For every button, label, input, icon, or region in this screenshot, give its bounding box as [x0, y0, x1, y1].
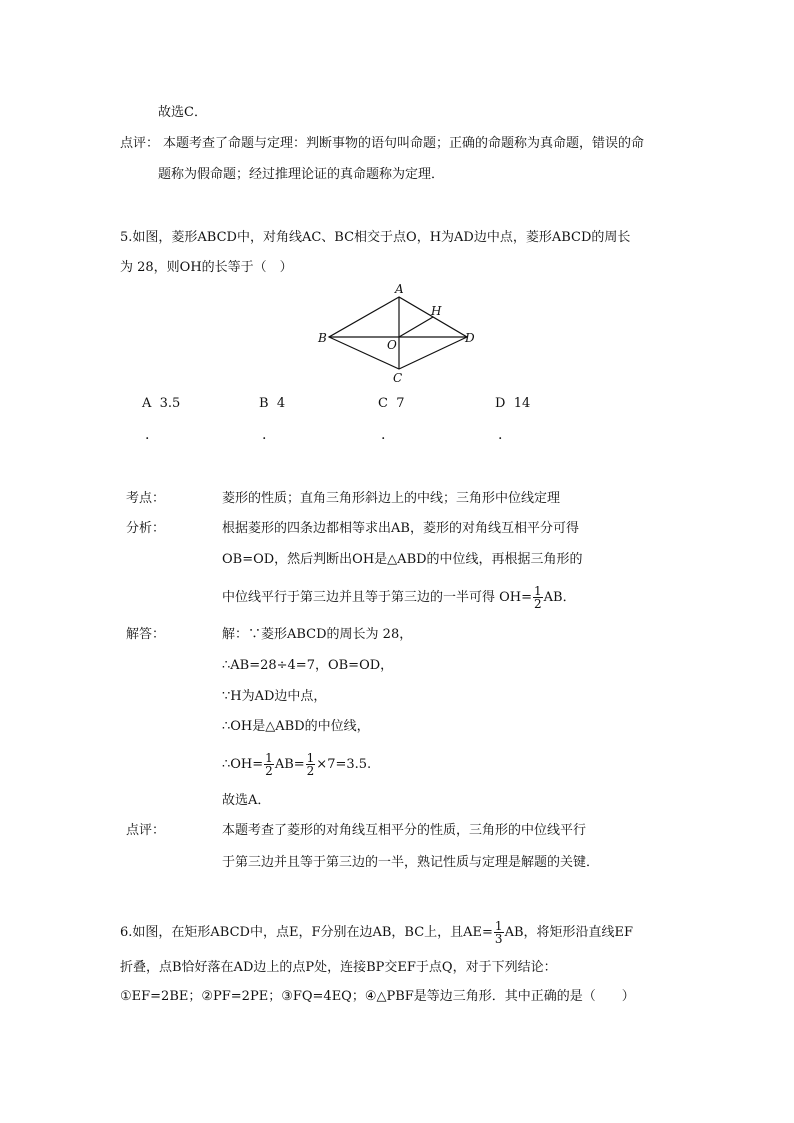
comment-line-2: 题称为假命题；经过推理论证的真命题称为定理． [158, 167, 445, 182]
fraction-third: $\frac{1}{3}$ [494, 919, 503, 946]
kaodian-text: 菱形的性质；直角三角形斜边上的中线；三角形中位线定理 [222, 491, 561, 506]
fenxi-line-1: 根据菱形的四条边都相等求出AB，菱形的对角线互相平分可得 [222, 521, 579, 536]
q6-stem-line-2: 折叠，点B恰好落在AD边上的点P处，连接BP交EF于点Q，对于下列结论： [120, 960, 557, 975]
label-o: O [387, 338, 397, 352]
dianping-line-2: 于第三边并且等于第三边的一半，熟记性质与定理是解题的关键． [222, 855, 600, 870]
label-c: C [393, 371, 403, 385]
jieda-label: 解答： [126, 627, 166, 642]
previous-answer-choice: 故选C． [158, 105, 207, 120]
option-b-dot: . [262, 427, 267, 443]
comment-label: 点评： [120, 136, 160, 151]
label-d: D [465, 331, 475, 345]
comment-line-1: 本题考查了命题与定理：判断事物的语句叫命题；正确的命题称为真命题，错误的命 [163, 136, 645, 151]
option-d[interactable]: D 14 [495, 396, 531, 411]
label-b: B [318, 331, 327, 345]
fenxi-line-2: OB=OD，然后判断出OH是△ABD的中位线，再根据三角形的 [222, 552, 583, 567]
fenxi-label: 分析： [126, 521, 166, 536]
jieda-line-5: ∴OH= $\frac{1}{2}$ AB= $\frac{1}{2}$ ×7=3.5. [222, 751, 372, 778]
option-c-dot: . [381, 427, 386, 443]
segment-oh [399, 317, 433, 337]
option-d-dot: . [498, 427, 503, 443]
jieda-line-4: ∴OH是△ABD的中位线， [222, 719, 370, 734]
rhombus-abcd [329, 297, 467, 369]
jieda-line-6: 故选A． [222, 793, 271, 808]
q5-stem-line-2: 为 28，则OH的长等于（ ） [120, 260, 293, 275]
label-h: H [431, 304, 442, 318]
jieda-line-1: 解：∵菱形ABCD的周长为 28， [222, 627, 413, 642]
label-a: A [395, 282, 404, 296]
q5-stem-line-1: 5.如图，菱形ABCD中，对角线AC、BC相交于点O，H为AD边中点，菱形ABCD的周长 [120, 230, 631, 245]
fraction-half: $\frac{1}{2}$ [265, 751, 273, 778]
rhombus-figure [310, 282, 485, 386]
option-b[interactable]: B 4 [259, 396, 286, 411]
fraction-half: $\frac{1}{2}$ [534, 584, 542, 611]
fenxi-line-3: 中位线平行于第三边并且等于第三边的一半可得 OH= $\frac{1}{2}$ AB． [222, 584, 576, 611]
fraction-half: $\frac{1}{2}$ [306, 751, 315, 778]
kaodian-label: 考点： [126, 491, 166, 506]
dianping-label: 点评： [126, 823, 166, 838]
option-a[interactable]: A 3.5 [142, 396, 181, 411]
jieda-line-2: ∴AB=28÷4=7，OB=OD， [222, 658, 394, 673]
option-c[interactable]: C 7 [378, 396, 405, 411]
jieda-line-3: ∵H为AD边中点， [222, 689, 327, 704]
option-a-dot: . [145, 427, 150, 443]
q6-stem-line-3: ①EF=2BE；②PF=2PE；③FQ=4EQ；④△PBF是等边三角形．其中正确的是（ ） [120, 989, 635, 1004]
dianping-line-1: 本题考查了菱形的对角线互相平分的性质，三角形的中位线平行 [222, 823, 587, 838]
q6-stem-line-1: 6.如图，在矩形ABCD中，点E，F分别在边AB，BC上，且AE= $\frac{1}{3}$ AB，将矩形沿直线EF [120, 919, 634, 946]
